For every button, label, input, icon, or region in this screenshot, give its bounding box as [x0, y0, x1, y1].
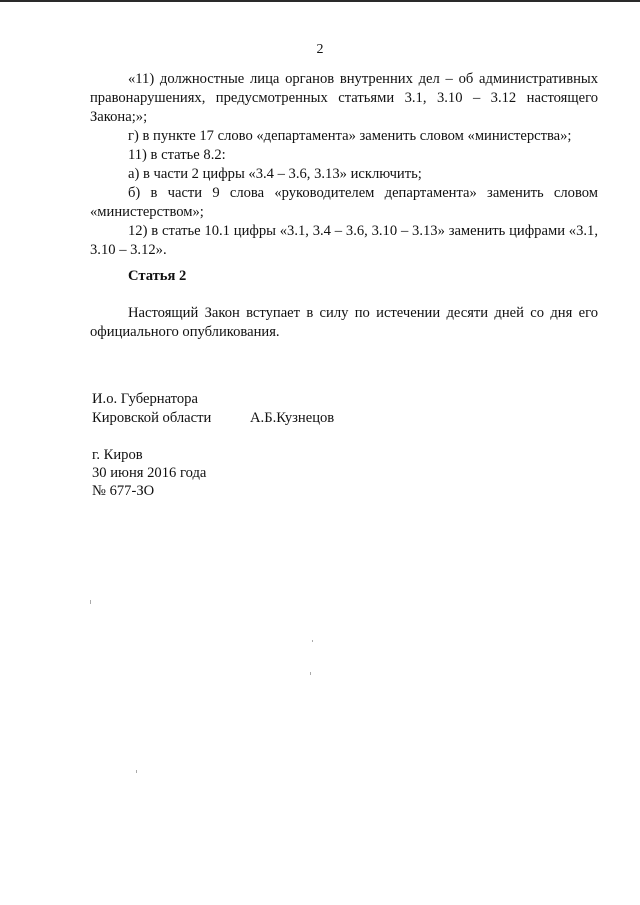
- law-number: № 677-ЗО: [92, 483, 155, 499]
- amendment-paragraph-6: 12) в статье 10.1 цифры «3.1, 3.4 – 3.6, 3.10 – 3.13» заменить цифрами «3.1, 3.10 – 3.12».: [90, 223, 598, 258]
- scan-speck: [136, 770, 137, 773]
- signing-city: г. Киров: [92, 447, 143, 463]
- scan-speck: [312, 640, 313, 642]
- signature-block: [92, 390, 334, 428]
- signatory-position: И.о. Губернатора: [92, 391, 198, 407]
- signatory-name: А.Б.Кузнецов: [250, 410, 335, 426]
- place-date-block: [92, 446, 206, 500]
- signatory-row: [92, 409, 334, 428]
- amendment-paragraph-1: «11) должностные лица органов внутренних дел – об административных правонарушениях, предусмотренных статьями 3.1, 3.10 – 3.12 настоящего Закона;»;: [90, 71, 598, 125]
- page-number: 2: [316, 42, 324, 57]
- amendment-paragraph-4: а) в части 2 цифры «3.4 – 3.6, 3.13» исключить;: [128, 166, 422, 182]
- amendment-paragraph-5: б) в части 9 слова «руководителем департамента» заменить словом «министерством»;: [90, 185, 598, 220]
- article-2-heading: Статья 2: [128, 268, 187, 284]
- amendment-paragraph-3: 11) в статье 8.2:: [128, 147, 226, 163]
- page-top-border: [0, 0, 640, 2]
- amendment-paragraph-2: г) в пункте 17 слово «департамента» заменить словом «министерства»;: [128, 128, 572, 144]
- scan-speck: [90, 600, 91, 604]
- law-amendments-text: [90, 70, 598, 260]
- scan-speck: [310, 672, 311, 675]
- signatory-region: Кировской области: [92, 410, 212, 426]
- signing-date: 30 июня 2016 года: [92, 465, 207, 481]
- article-2-paragraph: Настоящий Закон вступает в силу по истечении десяти дней со дня его официального опубликования.: [90, 305, 598, 340]
- article-2-body: [90, 304, 598, 342]
